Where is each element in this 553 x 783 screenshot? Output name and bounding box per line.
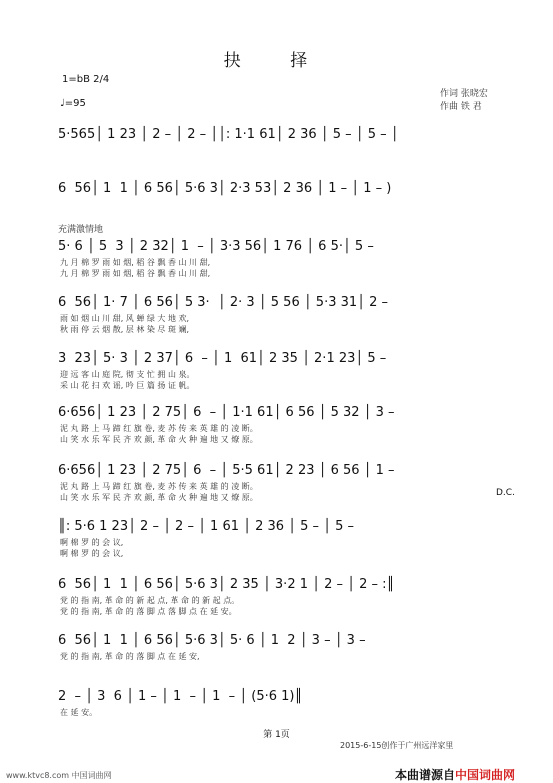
lyric-line: 党 的 指 南, 革 命 的 落 脚 点 落 脚 点 在 延 安。: [60, 607, 237, 616]
source-site: 中国词曲网: [455, 768, 516, 782]
lyric-line: 党 的 指 南, 革 命 的 落 脚 点 在 延 安,: [60, 652, 200, 661]
dc-marking: D.C.: [496, 488, 515, 498]
composer: 作曲 铁 君: [440, 102, 482, 112]
source-text: 本曲谱源自: [395, 768, 456, 782]
lyric-line: 九 月 棉 罗 雨 如 烟, 稻 谷 飘 香 山 川 甜,: [60, 258, 211, 267]
lyric-line: 秋 雨 停 云 烟 散, 层 林 染 尽 斑 斓,: [60, 325, 190, 334]
lyric-line: 在 延 安。: [60, 708, 98, 717]
lyric-line: 山 笑 水 乐 军 民 齐 欢 颜, 革 命 火 种 遍 地 又 燎 原。: [60, 435, 258, 444]
source-footer: [395, 766, 515, 783]
lyric-line: 啊 棉 罗 的 会 议,: [60, 549, 124, 558]
tempo-marking: ♩=95: [60, 98, 86, 109]
lyric-line: 九 月 棉 罗 雨 如 烟, 稻 谷 飘 香 山 川 甜,: [60, 269, 211, 278]
lyric-line: 泥 丸 路 上 马 蹄 红 旗 卷, 麦 苏 传 来 英 雄 的 凌 断。: [60, 482, 258, 491]
lyric-line: 迎 远 客 山 庭 院, 彻 支 忙 拥 山 泉。: [60, 370, 195, 379]
credits: [440, 88, 488, 114]
lyric-line: 采 山 花 扫 欢 谣, 吟 巨 篇 扬 证 帆。: [60, 381, 195, 390]
notation-line: 2 – │ 3 6 │ 1 – │ 1 – │ 1 – │ (5·6 1)║: [58, 689, 303, 704]
lyric-line: 啊 棉 罗 的 会 议,: [60, 538, 124, 547]
expression-marking: 充满激情地: [58, 225, 104, 235]
lyricist: 作词 张晓宏: [440, 89, 488, 99]
notation-line: 6 56│ 1 1 │ 6 56│ 5·6 3│ 2 35 │ 3·2 1 │ 2 – │ 2 – :║: [58, 577, 395, 592]
key-signature: 1=bB 2/4: [62, 74, 110, 85]
notation-line: 5· 6 │ 5 3 │ 2 32│ 1 – │ 3·3 56│ 1 76 │ 6 5·│ 5 –: [58, 239, 383, 254]
lyric-line: 山 笑 水 乐 军 民 齐 欢 颜, 革 命 火 种 遍 地 又 燎 原。: [60, 493, 258, 502]
notation-line: ║: 5·6 1 23│ 2 – │ 2 – │ 1 61 │ 2 36 │ 5 – │ 5 –: [58, 519, 363, 534]
date-note: 2015-6-15创作于广州远洋家里: [340, 741, 454, 750]
page-number: 第 1页: [263, 730, 290, 740]
notation-line: 3 23│ 5· 3 │ 2 37│ 6 – │ 1 61│ 2 35 │ 2·1 23│ 5 –: [58, 351, 395, 366]
notation-line: 6 56│ 1· 7 │ 6 56│ 5 3· │ 2· 3 │ 5 56 │ 5·3 31│ 2 –: [58, 295, 397, 310]
notation-line: 6·656│ 1 23 │ 2 75│ 6 – │ 1·1 61│ 6 56 │ 5 32 │ 3 –: [58, 405, 403, 420]
notation-line: 6 56│ 1 1 │ 6 56│ 5·6 3│ 2·3 53│ 2 36 │ 1 – │ 1 – ): [58, 181, 392, 196]
lyric-line: 泥 丸 路 上 马 蹄 红 旗 卷, 麦 苏 传 来 英 雄 的 凌 断。: [60, 424, 258, 433]
notation-line: 5·565│ 1 23 │ 2 – │ 2 – ││: 1·1 61│ 2 36 │ 5 – │ 5 – │: [58, 127, 399, 142]
site-watermark: www.ktvc8.com 中国词曲网: [6, 771, 112, 780]
lyric-line: 雨 如 烟 山 川 甜, 风 蝉 绿 大 地 欢,: [60, 314, 190, 323]
song-title: 抉 择: [223, 51, 330, 71]
notation-line: 6·656│ 1 23 │ 2 75│ 6 – │ 5·5 61│ 2 23 │ 6 56 │ 1 –: [58, 463, 403, 478]
lyric-line: 党 的 指 南, 革 命 的 新 起 点, 革 命 的 新 起 点。: [60, 596, 240, 605]
notation-line: 6 56│ 1 1 │ 6 56│ 5·6 3│ 5· 6 │ 1 2 │ 3 – │ 3 –: [58, 633, 374, 648]
